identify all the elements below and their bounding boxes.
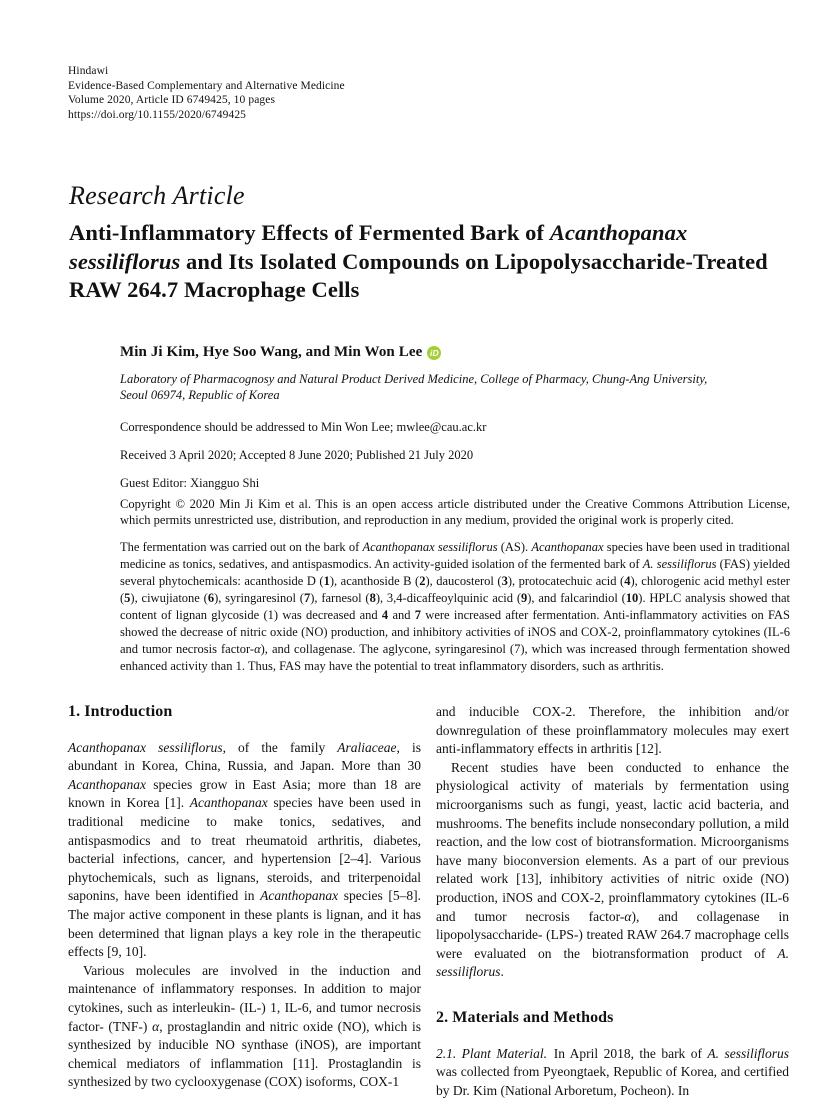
abstract-text: The fermentation was carried out on the bark of Acanthopanax sessiliflorus (AS). Acanthopanax species have been used in traditional medicine as tonics, sedatives, and antispasmodics. An activity-guided isolation of the fermented bark of A. sessiliflorus (FAS) yielded several phytochemicals: acanthoside D (1), acanthoside B (2), daucosterol (3), protocatechuic acid (4), chlorogenic acid methyl ester (5), ciwujiatone (6), syringaresinol (7), farnesol (8), 3,4-dicaffeoylquinic acid (9), and falcarindiol (10). HPLC analysis showed that content of lignan glycoside (1) was decreased and 4 and 7 were increased after fermentation. Anti-inflammatory activities on FAS showed the decrease of nitric oxide (NO) production, and inhibitory activities of iNOS and COX-2, proinflammatory cytokines (IL-6 and tumor necrosis factor-α), and collagenase. The aglycone, syringaresinol (7), which was increased through fermentation showed enhanced activity than 1. Thus, FAS may have the potential to treat inflammatory disorders, such as arthritis. xyxy=(120,540,791,673)
intro-paragraph-2: Various molecules are involved in the induction and maintenance of inflammatory responses. In addition to major cytokines, such as interleukin- (IL-) 1, IL-6, and tumor necrosis factor- (TNF-) α, prostaglandin and nitric oxide (NO), which is synthesized by inducible NO synthase (iNOS), are important chemical mediators of inflammation [11]. Prostaglandin is synthesized by two cyclooxygenase (COX) isoforms, COX-1 xyxy=(68,962,421,1090)
article-type-kicker: Research Article xyxy=(69,181,245,210)
correspondence-line: Correspondence should be addressed to Min Won Lee; mwlee@cau.ac.kr xyxy=(120,420,487,434)
affiliation: Laboratory of Pharmacognosy and Natural Product Derived Medicine, College of Pharmacy, Chung-Ang University, Seoul 06974, Republic of Korea xyxy=(120,372,708,402)
doi-link[interactable]: https://doi.org/10.1155/2020/6749425 xyxy=(68,108,247,121)
journal-name: Evidence-Based Complementary and Alternative Medicine xyxy=(68,79,345,92)
section-heading-introduction: 1. Introduction xyxy=(68,703,173,720)
intro-paragraph-1: Acanthopanax sessiliflorus, of the family Araliaceae, is abundant in Korea, China, Russia, and Japan. More than 30 Acanthopanax species grow in East Asia; more than 18 are known in Korea [1]. Acanthopanax species have been used in traditional medicine to make tonics, sedatives, and antispasmodics and to treat rheumatoid arthritis, diabetes, bacterial infections, cancer, and hypertension [2–4]. Various phytochemicals, such as lignans, steroids, and triterpenoidal saponins, have been identified in Acanthopanax species [5–8]. The major active component in these plants is lignan, and it has been determined that lignan plays a key role in the therapeutic effects [9, 10]. xyxy=(68,739,422,960)
guest-editor-line: Guest Editor: Xiangguo Shi xyxy=(120,476,260,490)
intro-paragraph-3-continuation: and inducible COX-2. Therefore, the inhibition and/or downregulation of these proinflammatory molecules may exert anti-inflammatory effects in arthritis [12]. xyxy=(436,704,789,757)
body-column-right xyxy=(436,703,789,1100)
author-names: Min Ji Kim, Hye Soo Wang, and Min Won Lee xyxy=(120,344,423,360)
orcid-icon[interactable]: iD xyxy=(427,346,441,360)
authors-line xyxy=(120,344,441,361)
volume-line: Volume 2020, Article ID 6749425, 10 pages xyxy=(68,94,276,107)
journal-header xyxy=(68,64,345,122)
body-columns xyxy=(68,703,789,1100)
body-column-left xyxy=(68,703,421,1100)
section-heading-methods: 2. Materials and Methods xyxy=(436,1008,614,1026)
plant-material-paragraph: 2.1. Plant Material. In April 2018, the bark of A. sessiliflorus was collected from Pyeongtaek, Republic of Korea, and certified by Dr. Kim (National Arboretum, Pocheon). In xyxy=(436,1045,789,1098)
dates-line: Received 3 April 2020; Accepted 8 June 2020; Published 21 July 2020 xyxy=(120,448,474,462)
publisher-name: Hindawi xyxy=(68,65,109,77)
copyright-notice: Copyright © 2020 Min Ji Kim et al. This is an open access article distributed under the Creative Commons Attribution License, which permits unrestricted use, distribution, and reproduction in any medium, provided the original work is properly cited. xyxy=(120,497,790,527)
intro-paragraph-4: Recent studies have been conducted to enhance the physiological activity of materials by fermentation using microorganisms such as fungi, yeast, lactic acid bacteria, and mushrooms. The benefits include nonsecondary pollution, a mild reaction, and the low cost of biotransformation. Microorganisms have many bioconversion elements. As a part of our previous related work [13], inhibitory activities of nitric oxide (NO) production, iNOS and COX-2, proinflammatory cytokines (IL-6 and tumor necrosis factor-α), and collagenase in lipopolysaccharide- (LPS-) treated RAW 264.7 macrophage cells were evaluated on the biotransformation product of A. sessiliflorus. xyxy=(436,759,789,980)
article-title: Anti-Inflammatory Effects of Fermented Bark of Acanthopanax sessiliflorus and Its Isolated Compounds on Lipopolysaccharide-Treated RAW 264.7 Macrophage Cells xyxy=(69,220,768,302)
